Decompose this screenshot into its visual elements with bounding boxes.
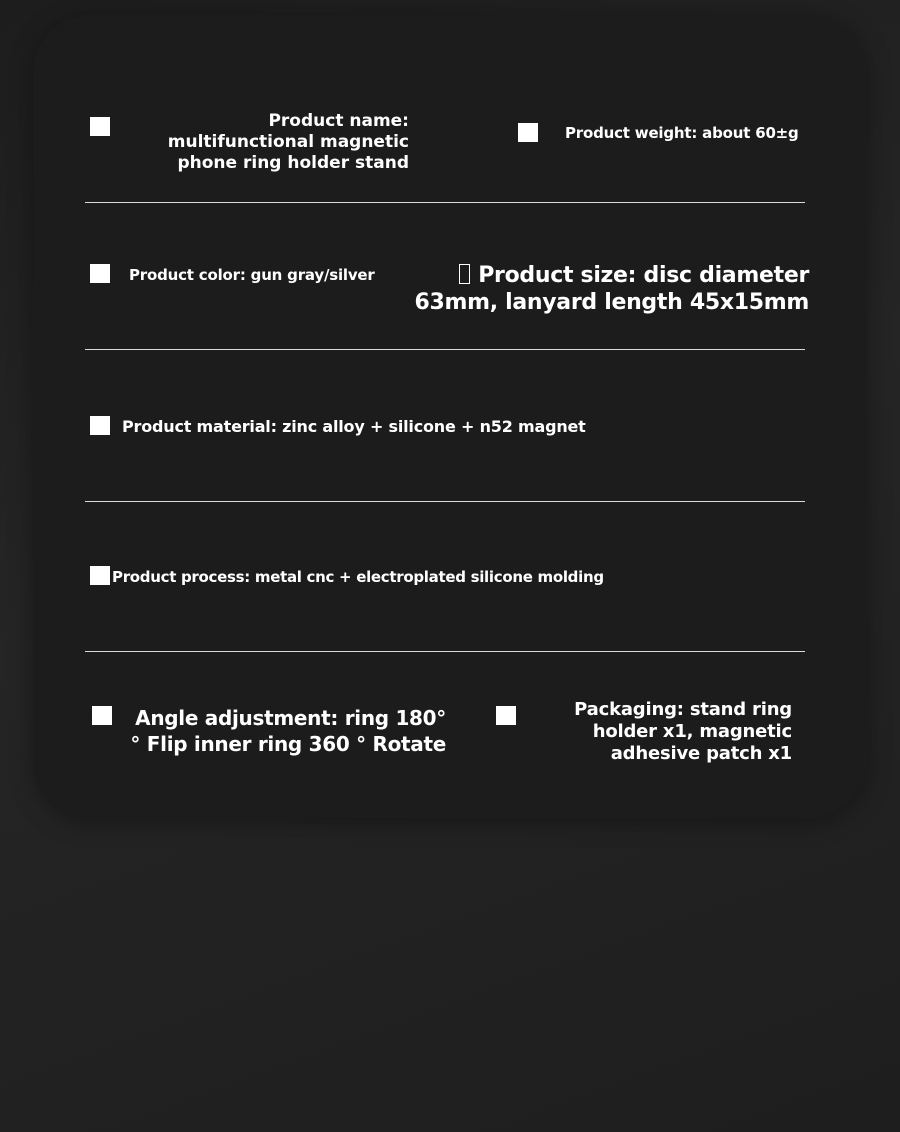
product-name-line: phone ring holder stand [177, 153, 409, 173]
product-weight-text: Product weight: about 60±g [565, 124, 799, 142]
divider [85, 501, 805, 502]
product-process-text: Product process: metal cnc + electroplated silicone molding [112, 568, 604, 586]
bullet-square-icon [90, 416, 110, 435]
divider [85, 202, 805, 203]
packaging-line: holder x1, magnetic [592, 721, 792, 742]
bullet-square-icon [90, 566, 110, 585]
divider [85, 651, 805, 652]
packaging-line: adhesive patch x1 [610, 743, 792, 764]
product-material-text: Product material: zinc alloy + silicone + n52 magnet [122, 417, 586, 436]
bullet-square-icon [92, 706, 112, 725]
missing-glyph-icon [459, 264, 470, 284]
product-name-text [110, 111, 409, 174]
product-color-text: Product color: gun gray/silver [129, 266, 375, 284]
bullet-square-icon [90, 117, 110, 136]
product-size-line: Product size: disc diameter [478, 263, 809, 288]
divider [85, 349, 805, 350]
product-name-line: Product name: [268, 111, 409, 131]
packaging-line: Packaging: stand ring [574, 699, 792, 720]
angle-adjustment-line: ° Flip inner ring 360 ° Rotate [130, 732, 446, 756]
product-size-line: 63mm, lanyard length 45x15mm [414, 290, 809, 315]
angle-adjustment-text [112, 705, 446, 757]
bullet-square-icon [90, 264, 110, 283]
bullet-square-icon [496, 706, 516, 725]
product-size-text [400, 262, 809, 316]
packaging-text [530, 699, 792, 765]
product-name-line: multifunctional magnetic [167, 132, 409, 152]
bullet-square-icon [518, 123, 538, 142]
angle-adjustment-line: Angle adjustment: ring 180° [135, 706, 446, 730]
